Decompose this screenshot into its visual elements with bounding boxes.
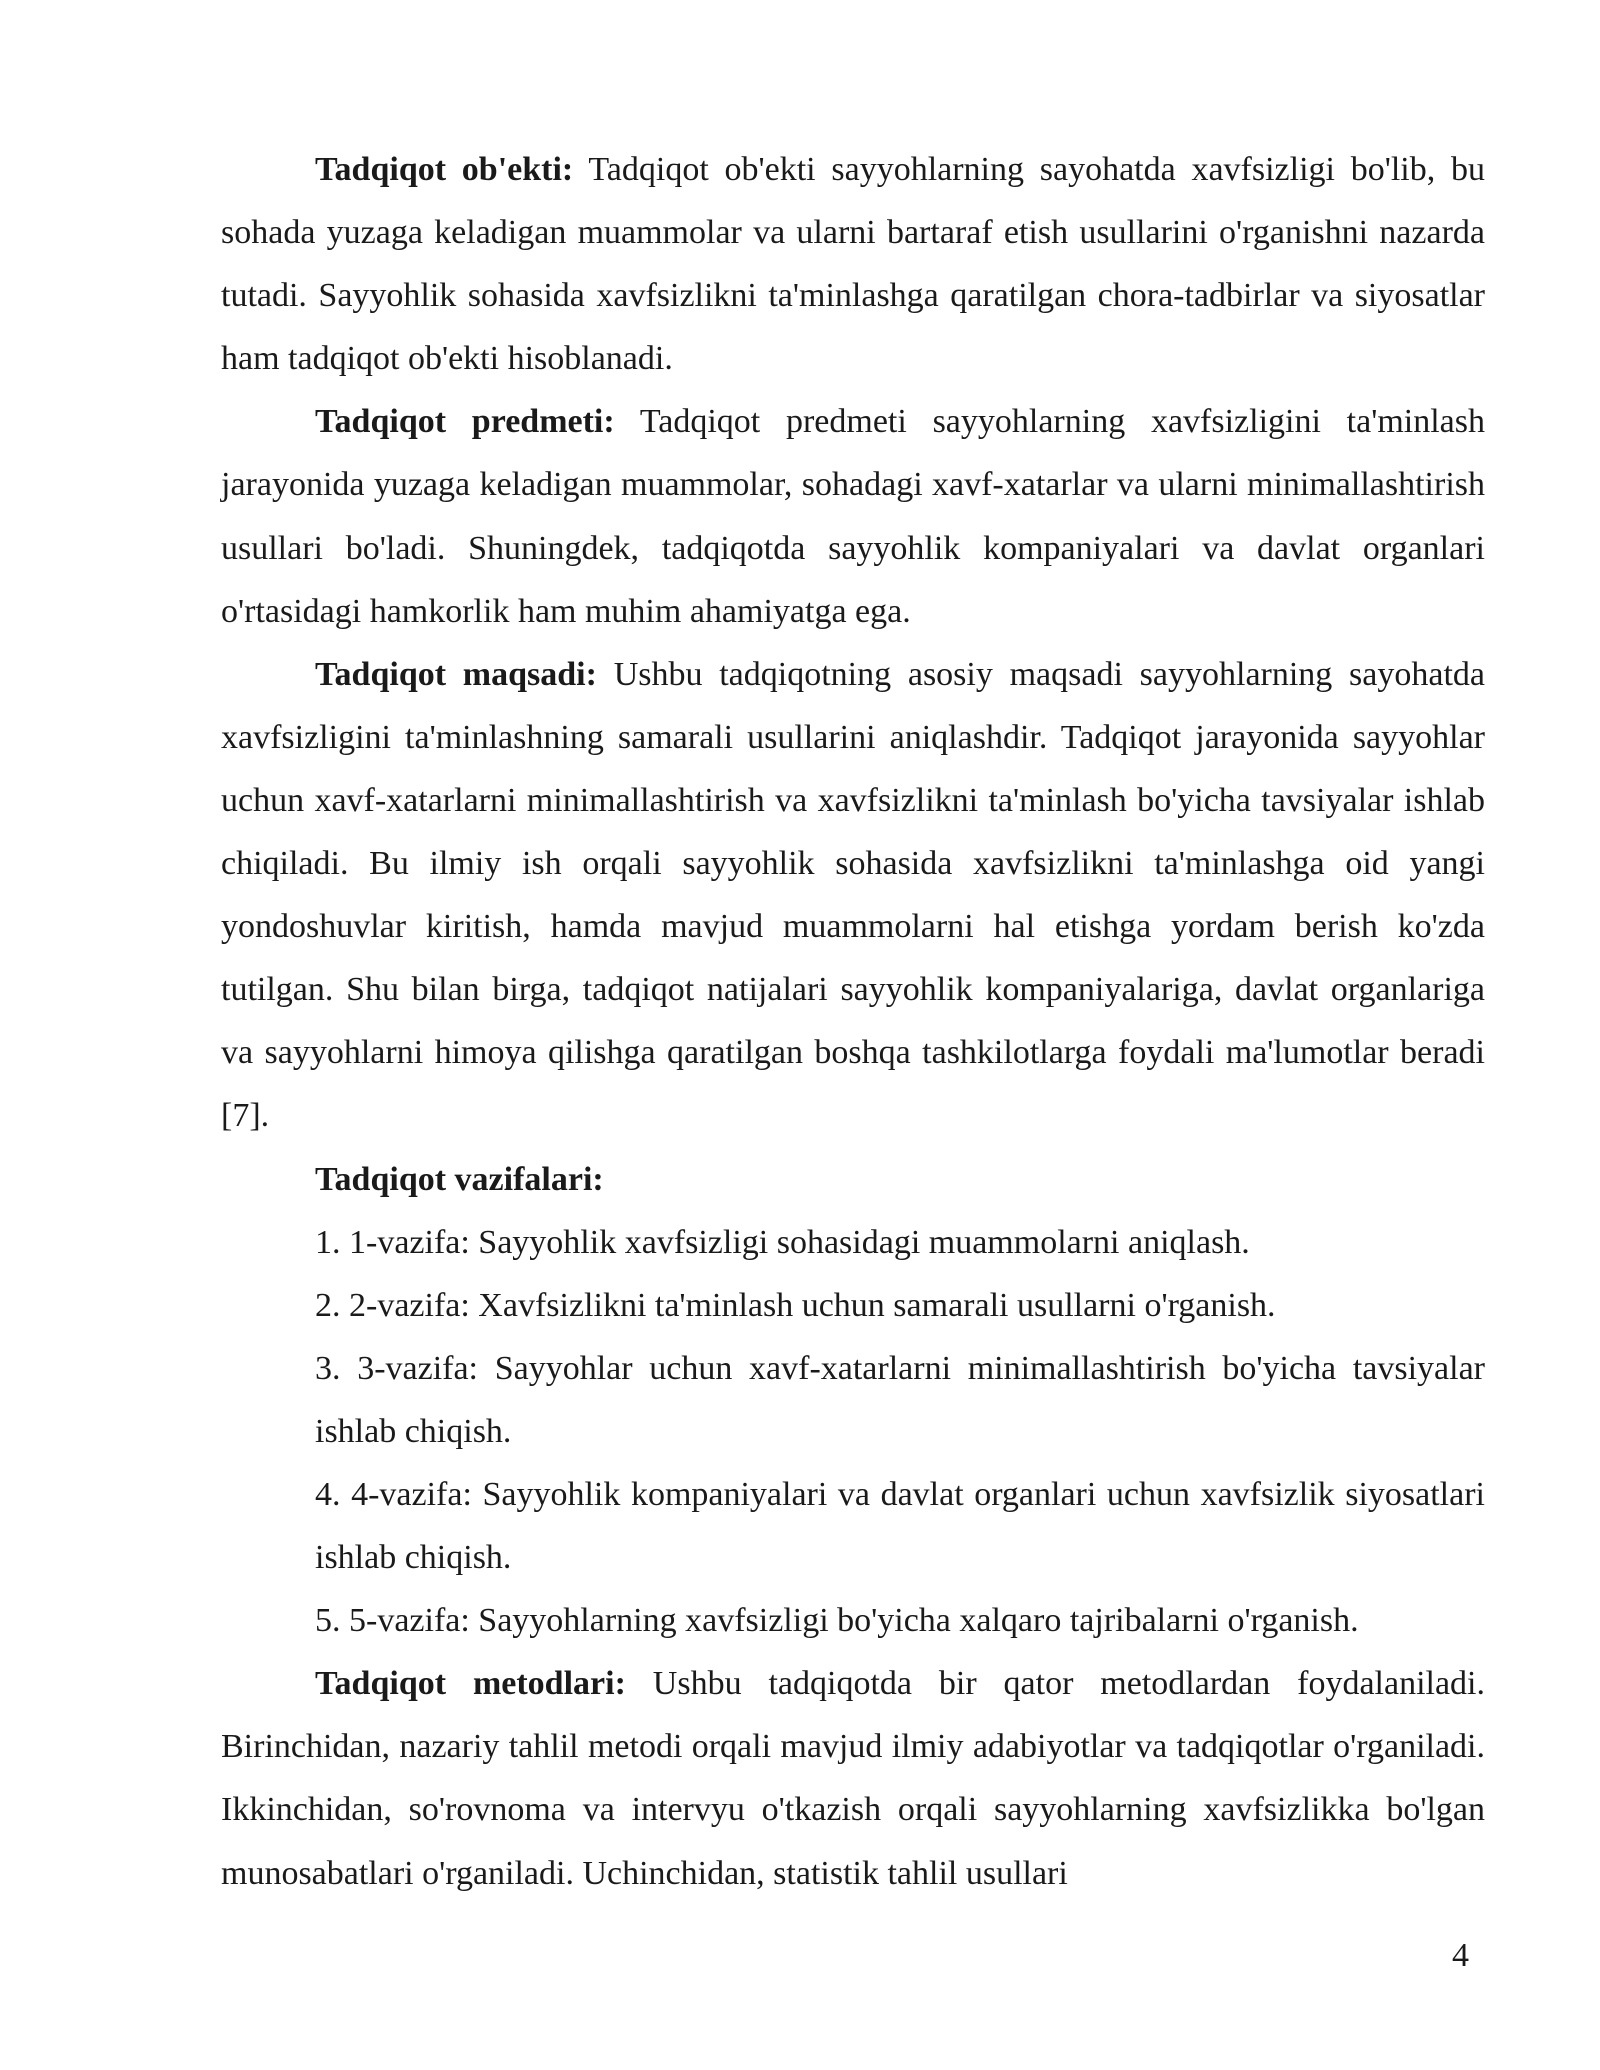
page-number: 4 [1452,1937,1469,1974]
paragraph-research-subject [221,390,1485,642]
list-item: 4. 4-vazifa: Sayyohlik kompaniyalari va davlat organlari uchun xavfsizlik siyosatlari ishlab chiqish. [315,1475,1485,1577]
list-item: 1. 1-vazifa: Sayyohlik xavfsizligi sohasidagi muammolarni aniqlash. [315,1223,1250,1261]
paragraph-research-methods [221,1652,1485,1904]
list-item: 5. 5-vazifa: Sayyohlarning xavfsizligi bo'yicha xalqaro tajribalarni o'rganish. [315,1602,1359,1640]
list-item: 3. 3-vazifa: Sayyohlar uchun xavf-xatarlarni minimallashtirish bo'yicha tavsiyalar ishlab chiqish. [315,1349,1485,1450]
text-research-subject: Tadqiqot predmeti sayyohlarning xavfsizligini ta'minlash jarayonida yuzaga keladigan muammolar, sohadagi xavf-xatarlar va ularni minimallashtirish usullari bo'ladi. Shuningdek, tadqiqotda sayyohlik kompaniyalari va davlat organlari o'rtasidagi hamkorlik ham muhim ahamiyatga ega. [221,403,1485,630]
document-page [221,138,1485,1905]
text-research-methods: Ushbu tadqiqotda bir qator metodlardan foydalaniladi. Birinchidan, nazariy tahlil metodi orqali mavjud ilmiy adabiyotlar va tadqiqotlar o'rganiladi. Ikkinchidan, so'rovnoma va intervyu o'tkazish orqali sayyohlarning xavfsizlikka bo'lgan munosabatlari o'rganiladi. Uchinchidan, statistik tahlil usullari [221,1665,1485,1892]
label-research-goal: Tadqiqot maqsadi: [315,655,597,693]
paragraph-research-object [221,138,1485,390]
text-research-object: Tadqiqot ob'ekti sayyohlarning sayohatda xavfsizligi bo'lib, bu sohada yuzaga keladigan muammolar va ularni bartaraf etish usullarini o'rganishni nazarda tutadi. Sayyohlik sohasida xavfsizlikni ta'minlashga qaratilgan chora-tadbirlar va siyosatlar ham tadqiqot ob'ekti hisoblanadi. [221,151,1485,378]
research-tasks-list [221,1211,1485,1653]
label-research-subject: Tadqiqot predmeti: [315,403,615,441]
heading-research-tasks [221,1148,1485,1211]
label-research-object: Tadqiqot ob'ekti: [315,151,574,188]
list-item: 2. 2-vazifa: Xavfsizlikni ta'minlash uchun samarali usullarni o'rganish. [315,1286,1276,1324]
label-research-methods: Tadqiqot metodlari: [315,1665,626,1703]
paragraph-research-goal [221,643,1485,1148]
text-research-goal: Ushbu tadqiqotning asosiy maqsadi sayyohlarning sayohatda xavfsizligini ta'minlashning samarali usullarini aniqlashdir. Tadqiqot jarayonida sayyohlar uchun xavf-xatarlarni minimallashtirish va xavfsizlikni ta'minlash bo'yicha tavsiyalar ishlab chiqiladi. Bu ilmiy ish orqali sayyohlik sohasida xavfsizlikni ta'minlashga oid yangi yondoshuvlar kiritish, hamda mavjud muammolarni hal etishga yordam berish ko'zda tutilgan. Shu bilan birga, tadqiqot natijalari sayyohlik kompaniyalariga, davlat organlariga va sayyohlarni himoya qilishga qaratilgan boshqa tashkilotlarga foydali ma'lumotlar beradi [7]. [221,655,1485,1135]
label-research-tasks: Tadqiqot vazifalari: [315,1160,604,1198]
